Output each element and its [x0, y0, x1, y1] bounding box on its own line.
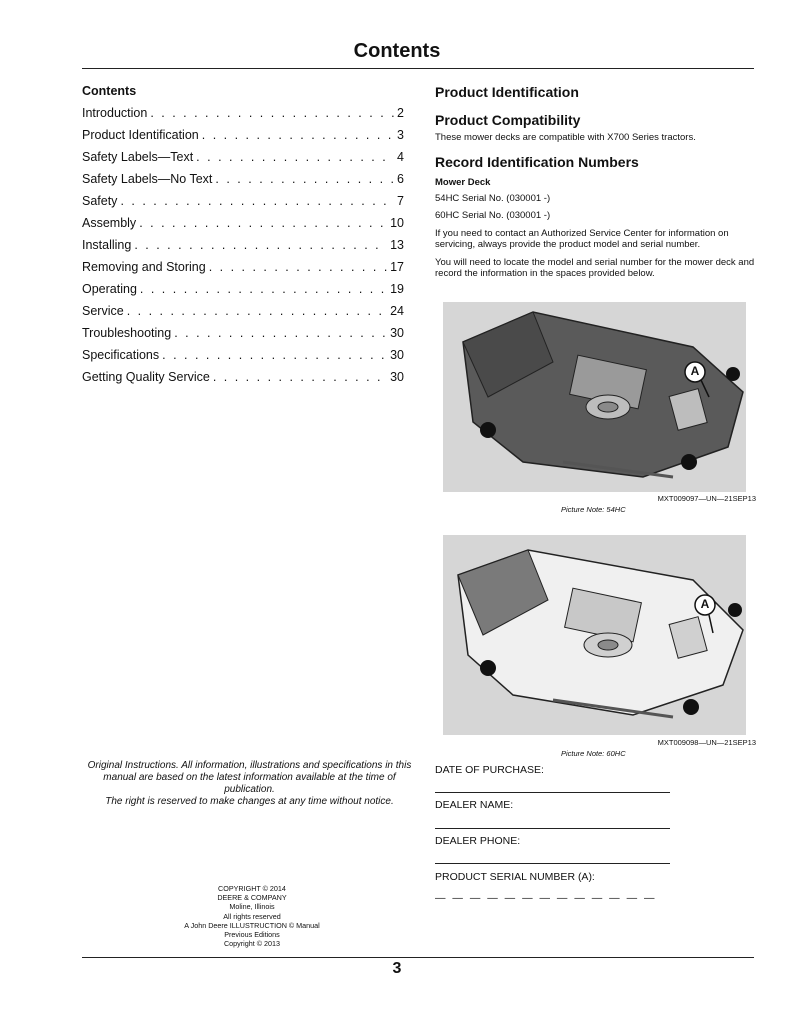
- toc-entry: [82, 304, 404, 326]
- toc-entry-label: Safety Labels—No Text: [82, 172, 213, 186]
- toc-entry: [82, 106, 404, 128]
- toc-entry: [82, 194, 404, 216]
- header-rule: [82, 68, 754, 69]
- toc-entry-page: 30: [390, 370, 404, 384]
- picture-note-60hc: Picture Note: 60HC: [561, 749, 626, 758]
- toc-entry-page: 30: [390, 348, 404, 362]
- toc-entry-label: Service: [82, 304, 124, 318]
- toc-entry: [82, 216, 404, 238]
- dealer-phone-line: [435, 863, 670, 864]
- page-title: Contents: [353, 40, 441, 62]
- toc-entry: [82, 172, 404, 194]
- toc-entry-label: Product Identification: [82, 128, 199, 142]
- toc-entry-page: 19: [390, 282, 404, 296]
- picture-note-54hc: Picture Note: 54HC: [561, 505, 626, 514]
- compatibility-text: These mower decks are compatible with X700 Series tractors.: [435, 132, 696, 143]
- toc-entry: [82, 282, 404, 304]
- toc-leader-dots: [134, 238, 387, 252]
- notice-line: The right is reserved to make changes at any time without notice.: [105, 796, 394, 807]
- toc-entry-label: Safety: [82, 194, 118, 208]
- copyright-line: Copyright © 2013: [223, 939, 281, 949]
- copyright-line: COPYRIGHT © 2014: [218, 884, 286, 893]
- toc-leader-dots: [215, 172, 394, 186]
- copyright-line: A John Deere ILLUSTRUCTION © Manual: [184, 920, 320, 930]
- toc-entry-page: 2: [397, 106, 404, 120]
- copyright-line: All rights reserved: [223, 911, 281, 921]
- toc-entry-page: 3: [397, 128, 404, 142]
- toc-entry-page: 7: [397, 194, 404, 208]
- toc-entry-page: 24: [390, 304, 404, 318]
- toc-entry: [82, 326, 404, 348]
- toc-leader-dots: [209, 260, 387, 274]
- toc-entry: [82, 238, 404, 260]
- mower-deck-label: Mower Deck: [435, 176, 491, 188]
- toc-entry: [82, 128, 404, 150]
- toc-entry-page: 30: [390, 326, 404, 340]
- dealer-name-label: DEALER NAME:: [435, 799, 514, 811]
- table-of-contents: [82, 84, 404, 392]
- date-of-purchase-line: [435, 792, 670, 793]
- toc-entry-label: Installing: [82, 238, 132, 252]
- toc-entry-page: 4: [397, 150, 404, 164]
- footer-rule: [82, 957, 754, 958]
- toc-entry-label: Safety Labels—Text: [82, 150, 194, 164]
- mower-deck-54hc-illustration: [443, 302, 746, 492]
- product-serial-label: PRODUCT SERIAL NUMBER (A):: [435, 871, 595, 883]
- product-identification-section: [435, 84, 756, 280]
- copyright-line: Moline, Illinois: [229, 902, 275, 912]
- copyright-line: Previous Editions: [224, 930, 280, 940]
- toc-leader-dots: [162, 348, 387, 362]
- locate-text: You will need to locate the model and serial number for the mower deck and record the information in the spaces provided below.: [435, 256, 755, 279]
- callout-a-label: A: [690, 364, 700, 378]
- toc-leader-dots: [213, 370, 387, 384]
- toc-leader-dots: [139, 216, 387, 230]
- toc-leader-dots: [174, 326, 387, 340]
- toc-leader-dots: [140, 282, 387, 296]
- dealer-name-line: [435, 828, 670, 829]
- mower-deck-54hc-figure: [443, 302, 746, 492]
- serial-54hc: 54HC Serial No. (030001 -): [435, 192, 551, 204]
- page-number: 3: [392, 960, 402, 977]
- toc-entry-label: Assembly: [82, 216, 137, 230]
- toc-entry-label: Introduction: [82, 106, 148, 120]
- callout-a-label: A: [700, 597, 710, 611]
- toc-entry-label: Getting Quality Service: [82, 370, 210, 384]
- toc-leader-dots: [196, 150, 394, 164]
- toc-heading: Contents: [82, 84, 137, 98]
- mower-deck-60hc-figure: [443, 535, 746, 735]
- copyright-line: DEERE & COMPANY: [217, 893, 287, 903]
- copyright-block: [152, 884, 352, 948]
- serial-60hc: 60HC Serial No. (030001 -): [435, 210, 551, 221]
- figure-id-54hc: MXT009097—UN—21SEP13: [657, 494, 756, 503]
- toc-entry: [82, 150, 404, 172]
- product-compatibility-heading: Product Compatibility: [435, 112, 581, 128]
- toc-leader-dots: [150, 106, 394, 120]
- notice-line: publication.: [224, 784, 275, 795]
- toc-entry-label: Troubleshooting: [82, 326, 172, 340]
- toc-leader-dots: [127, 304, 387, 318]
- toc-entry-page: 17: [390, 260, 404, 274]
- toc-entry-label: Operating: [82, 282, 137, 296]
- toc-entry-label: Removing and Storing: [82, 260, 206, 274]
- notice-line: Original Instructions. All information, illustrations and specifications in this: [87, 760, 412, 771]
- toc-entry-label: Specifications: [82, 348, 160, 362]
- toc-entry: [82, 260, 404, 282]
- toc-entry: [82, 370, 404, 392]
- dealer-phone-label: DEALER PHONE:: [435, 835, 521, 847]
- product-identification-heading: Product Identification: [435, 84, 579, 100]
- toc-entry: [82, 348, 404, 370]
- figure-id-60hc: MXT009098—UN—21SEP13: [657, 738, 756, 747]
- toc-entry-page: 6: [397, 172, 404, 186]
- product-serial-blanks: — — — — — — — — — — — — —: [435, 892, 657, 904]
- contact-text: If you need to contact an Authorized Service Center for information on servicing, always provide the product model and serial number.: [435, 227, 729, 250]
- toc-entry-page: 10: [390, 216, 404, 230]
- original-instructions-notice: [82, 760, 417, 808]
- record-identification-heading: Record Identification Numbers: [435, 153, 639, 170]
- toc-leader-dots: [202, 128, 394, 142]
- date-of-purchase-label: DATE OF PURCHASE:: [435, 764, 544, 776]
- notice-line: manual are based on the latest information available at the time of: [103, 772, 396, 783]
- toc-entry-page: 13: [390, 238, 404, 252]
- toc-leader-dots: [120, 194, 394, 208]
- mower-deck-60hc-illustration: [443, 535, 746, 735]
